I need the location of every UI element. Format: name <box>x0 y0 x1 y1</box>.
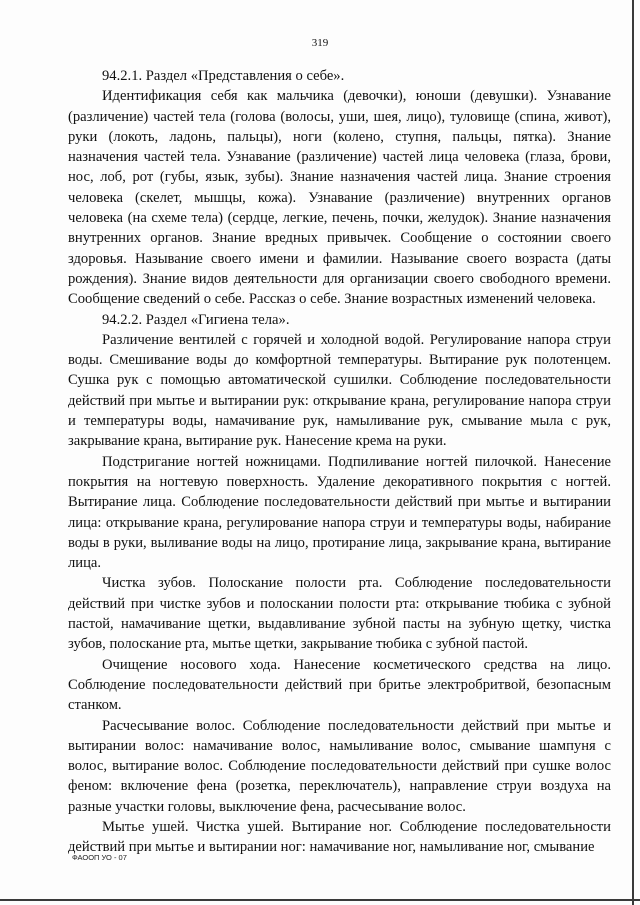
paragraph: Различение вентилей с горячей и холодной водой. Регулирование напора струи воды. Смешивание воды до комфортной температуры. Вытирание рук полотенцем. Сушка рук с помощью автоматической сушилки. Соблюдение последовательности действий при мытье и вытирании рук: открывание крана, регулирование напора струи и температуры воды, намачивание рук, намыливание рук, смывание мыла с рук, закрывание крана, вытирание рук. Нанесение крема на руки. <box>68 331 611 450</box>
scan-border-bottom <box>0 899 640 901</box>
paragraph: Мытье ушей. Чистка ушей. Вытирание ног. Соблюдение последовательности действий при мытье и вытирании ног: намачивание ног, намыливание ног, смывание <box>68 818 611 856</box>
body-text <box>68 66 611 858</box>
paragraph: Очищение носового хода. Нанесение косметического средства на лицо. Соблюдение последовательности действий при бритье электробритвой, безопасным станком. <box>68 656 611 714</box>
section-heading-self: 94.2.1. Раздел «Представления о себе». <box>102 68 345 84</box>
page-number: 319 <box>311 37 329 49</box>
paragraph: Идентификация себя как мальчика (девочки), юноши (девушки). Узнавание (различение) частей тела (голова (волосы, уши, шея, лицо), туловище (спина, живот), руки (локоть, ладонь, пальцы), ноги (колено, ступня, пальцы, пятка). Знание назначения частей тела. Узнавание (различение) частей лица человека (глаза, брови, нос, лоб, рот (губы, язык, зубы). Знание назначения частей лица. Знание строения человека (скелет, мышцы, кожа). Узнавание (различение) внутренних органов человека (на схеме тела) (сердце, легкие, печень, почки, желудок). Знание назначения внутренних органов. Знание вредных привычек. Сообщение о состоянии своего здоровья. Называние своего имени и фамилии. Называние своего возраста (даты рождения). Знание видов деятельности для организации своего свободного времени. Сообщение сведений о себе. Рассказ о себе. Знание возрастных изменений человека. <box>68 88 611 308</box>
scan-border-right <box>632 0 634 905</box>
paragraph: Расчесывание волос. Соблюдение последовательности действий при мытье и вытирании волос: намачивание волос, намыливание волос, смывание шампуня с волос, вытирание волос. Соблюдение последовательности действий при сушке волос феном: включение фена (розетка, переключатель), направление струи воздуха на разные участки головы, выключение фена, расчесывание волос. <box>68 717 611 815</box>
paragraph: Подстригание ногтей ножницами. Подпиливание ногтей пилочкой. Нанесение покрытия на ногтевую поверхность. Удаление декоративного покрытия с ногтей. Вытирание лица. Соблюдение последовательности действий при мытье и вытирании лица: открывание крана, регулирование напора струи и температуры воды, набирание воды в руки, выливание воды на лицо, протирание лица, закрывание крана, вытирание лица. <box>68 453 611 572</box>
paragraph: Чистка зубов. Полоскание полости рта. Соблюдение последовательности действий при чистке зубов и полоскании полости рта: открывание тюбика с зубной пастой, намачивание щетки, выдавливание зубной пасты на зубную щетку, чистка зубов, полоскание рта, мытье щетки, закрывание тюбика с зубной пастой. <box>68 575 611 653</box>
footer-code: ФАООП УО - 07 <box>72 853 127 862</box>
section-heading-hygiene: 94.2.2. Раздел «Гигиена тела». <box>102 311 290 328</box>
